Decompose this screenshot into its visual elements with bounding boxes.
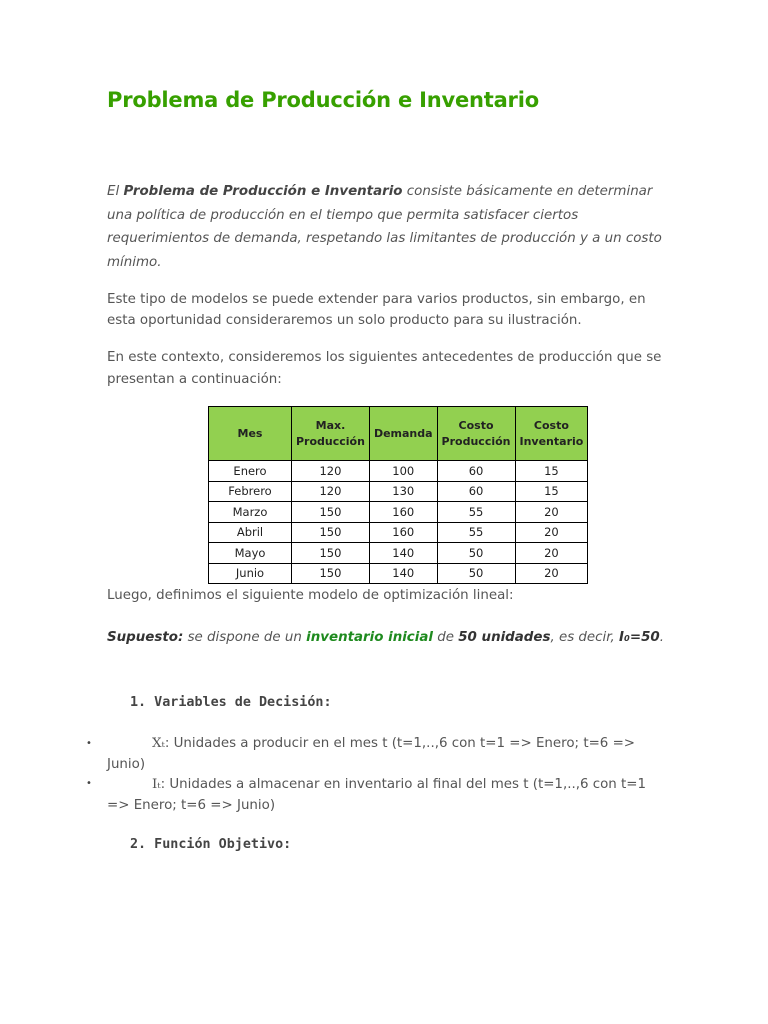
- cell-costo-produccion: 50: [437, 563, 515, 584]
- cell-costo-produccion: 55: [437, 502, 515, 523]
- cell-costo-produccion: 60: [437, 481, 515, 502]
- cell-demanda: 160: [369, 522, 437, 543]
- cell-mes: Febrero: [209, 481, 292, 502]
- section-heading-objective-function: 2. Función Objetivo:: [130, 837, 292, 852]
- cell-mes: Mayo: [209, 543, 292, 564]
- header-costo-produccion: Costo Producción: [437, 407, 515, 461]
- intro-paragraph: El Problema de Producción e Inventario consiste básicamente en determinar una política de producción en el tiempo que permita satisfacer ciertos requerimientos de demanda, respetando las limitantes de producción y a un costo mínimo.: [107, 184, 662, 270]
- cell-costo-produccion: 60: [437, 461, 515, 482]
- assumption-paragraph: Supuesto: se dispone de un inventario inicial de 50 unidades, es decir, I₀=50.: [107, 630, 665, 645]
- table-row: [209, 522, 588, 543]
- table-row: [209, 543, 588, 564]
- cell-costo-produccion: 50: [437, 543, 515, 564]
- cell-mes: Junio: [209, 563, 292, 584]
- cell-demanda: 100: [369, 461, 437, 482]
- list-item: [107, 774, 667, 816]
- production-table: [208, 406, 588, 584]
- cell-costo-produccion: 55: [437, 522, 515, 543]
- page-title: Problema de Producción e Inventario: [107, 88, 539, 112]
- cell-max-produccion: 120: [292, 461, 370, 482]
- cell-max-produccion: 150: [292, 522, 370, 543]
- header-costo-inventario: Costo Inventario: [515, 407, 588, 461]
- paragraph-model-intro: Luego, definimos el siguiente modelo de optimización lineal:: [107, 588, 514, 603]
- header-mes: Mes: [209, 407, 292, 461]
- cell-costo-inventario: 20: [515, 502, 588, 523]
- table-row: [209, 481, 588, 502]
- cell-costo-inventario: 20: [515, 543, 588, 564]
- cell-mes: Enero: [209, 461, 292, 482]
- initial-inventory-highlight: inventario inicial: [306, 630, 433, 645]
- variable-symbol: Iₜ: [152, 777, 161, 792]
- cell-costo-inventario: 15: [515, 461, 588, 482]
- cell-costo-inventario: 20: [515, 563, 588, 584]
- cell-mes: Abril: [209, 522, 292, 543]
- table-row: [209, 502, 588, 523]
- cell-max-produccion: 150: [292, 543, 370, 564]
- variable-symbol: Xₜ: [152, 736, 165, 751]
- cell-demanda: 160: [369, 502, 437, 523]
- paragraph-extension: Este tipo de modelos se puede extender para varios productos, sin embargo, en esta oportunidad consideraremos un solo producto para su ilustración.: [107, 292, 646, 328]
- table-row: [209, 461, 588, 482]
- table-row: [209, 563, 588, 584]
- bullet-icon: •: [86, 738, 92, 749]
- initial-inventory-equation: I₀=50: [619, 630, 660, 645]
- cell-max-produccion: 120: [292, 481, 370, 502]
- table-header-row: [209, 407, 588, 461]
- cell-demanda: 130: [369, 481, 437, 502]
- header-max-produccion: Max. Producción: [292, 407, 370, 461]
- cell-mes: Marzo: [209, 502, 292, 523]
- list-item-text: : Unidades a almacenar en inventario al final del mes t (t=1,..,6 con t=1 => Enero; t=6 => Junio): [107, 777, 647, 813]
- cell-max-produccion: 150: [292, 563, 370, 584]
- cell-demanda: 140: [369, 543, 437, 564]
- intro-bold-term: Problema de Producción e Inventario: [123, 184, 403, 199]
- assumption-label: Supuesto:: [107, 630, 184, 645]
- cell-costo-inventario: 20: [515, 522, 588, 543]
- list-item: [107, 733, 667, 775]
- bullet-icon: •: [86, 778, 92, 789]
- paragraph-context: En este contexto, consideremos los siguientes antecedentes de producción que se presentan a continuación:: [107, 350, 662, 387]
- cell-max-produccion: 150: [292, 502, 370, 523]
- section-heading-decision-variables: 1. Variables de Decisión:: [130, 695, 332, 710]
- initial-inventory-amount: 50 unidades: [458, 630, 551, 645]
- cell-demanda: 140: [369, 563, 437, 584]
- cell-costo-inventario: 15: [515, 481, 588, 502]
- list-item-text: : Unidades a producir en el mes t (t=1,..,6 con t=1 => Enero; t=6 => Junio): [107, 736, 636, 772]
- header-demanda: Demanda: [369, 407, 437, 461]
